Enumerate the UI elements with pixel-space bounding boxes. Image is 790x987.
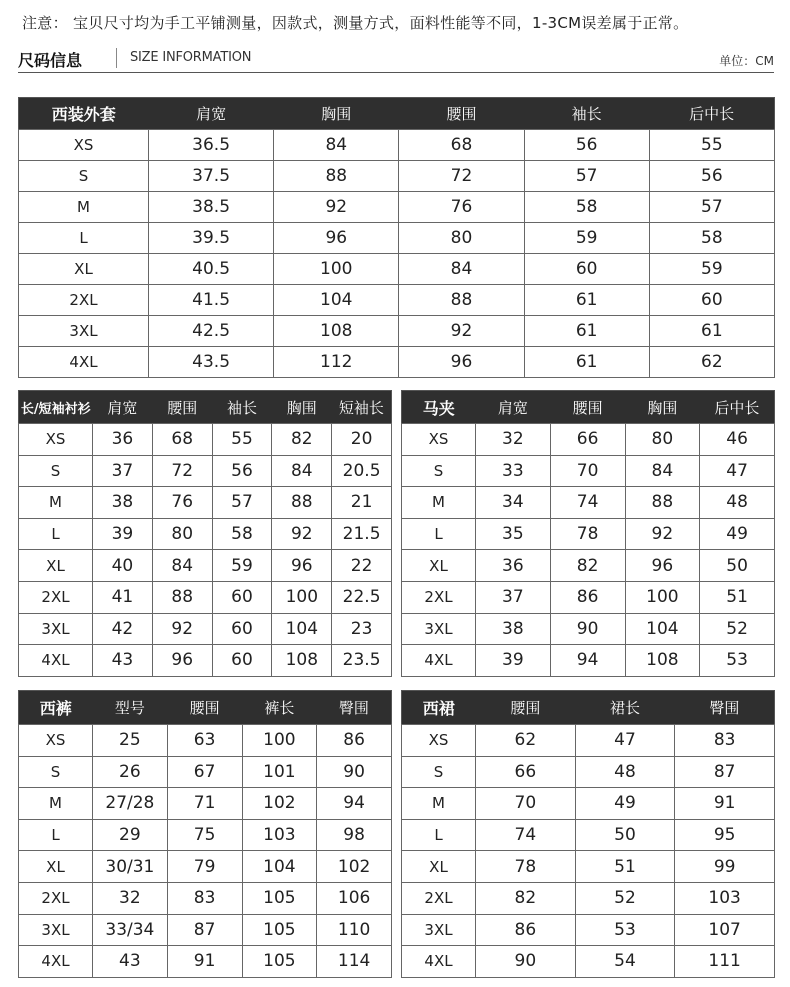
- table-header-row: [19, 691, 392, 725]
- table-row: [19, 223, 775, 254]
- size-cell: 2XL: [19, 581, 93, 613]
- measurement-cell: 41.5: [149, 285, 274, 316]
- size-cell: M: [19, 487, 93, 519]
- measurement-cell: 92: [399, 316, 524, 347]
- measurement-cell: 100: [625, 581, 700, 613]
- measurement-cell: 87: [675, 756, 775, 788]
- size-cell: L: [402, 819, 476, 851]
- column-header: 裙长: [575, 691, 675, 725]
- measurement-cell: 91: [167, 946, 242, 978]
- measurement-cell: 76: [152, 487, 212, 519]
- measurement-cell: 39.5: [149, 223, 274, 254]
- measurement-cell: 95: [675, 819, 775, 851]
- measurement-cell: 96: [272, 550, 332, 582]
- table-row: [19, 819, 392, 851]
- column-header: 袖长: [212, 391, 272, 424]
- measurement-cell: 80: [625, 424, 700, 456]
- measurement-cell: 38: [476, 613, 551, 645]
- column-header: 胸围: [274, 98, 399, 130]
- size-cell: XL: [19, 550, 93, 582]
- measurement-cell: 66: [550, 424, 625, 456]
- measurement-cell: 39: [476, 645, 551, 677]
- measurement-cell: 21.5: [332, 518, 392, 550]
- measurement-cell: 96: [152, 645, 212, 677]
- size-cell: XS: [19, 130, 149, 161]
- measurement-cell: 38: [93, 487, 153, 519]
- table-row: [402, 882, 775, 914]
- table-row: [402, 645, 775, 677]
- table-row: [19, 424, 392, 456]
- column-header: 肩宽: [93, 391, 153, 424]
- column-header: 后中长: [700, 391, 775, 424]
- measurement-cell: 60: [524, 254, 649, 285]
- vest-size-table: [401, 390, 775, 677]
- measurement-cell: 20.5: [332, 455, 392, 487]
- measurement-cell: 55: [649, 130, 774, 161]
- measurement-cell: 29: [93, 819, 168, 851]
- measurement-cell: 101: [242, 756, 317, 788]
- size-cell: XS: [19, 424, 93, 456]
- table-row: [402, 788, 775, 820]
- column-header: 腰围: [476, 691, 576, 725]
- measurement-cell: 22.5: [332, 581, 392, 613]
- size-cell: L: [19, 518, 93, 550]
- measurement-cell: 68: [399, 130, 524, 161]
- table-row: [402, 581, 775, 613]
- table-row: [402, 851, 775, 883]
- measurement-cell: 25: [93, 725, 168, 757]
- measurement-cell: 102: [317, 851, 392, 883]
- measurement-cell: 34: [476, 487, 551, 519]
- measurement-cell: 96: [274, 223, 399, 254]
- size-cell: 3XL: [19, 613, 93, 645]
- size-cell: M: [402, 487, 476, 519]
- size-cell: L: [19, 819, 93, 851]
- measurement-cell: 107: [675, 914, 775, 946]
- size-cell: M: [19, 192, 149, 223]
- measurement-cell: 96: [625, 550, 700, 582]
- measurement-cell: 43: [93, 645, 153, 677]
- size-cell: 2XL: [19, 882, 93, 914]
- column-header: 胸围: [625, 391, 700, 424]
- measurement-cell: 88: [625, 487, 700, 519]
- table-row: [19, 347, 775, 378]
- measurement-cell: 82: [550, 550, 625, 582]
- column-header: 肩宽: [149, 98, 274, 130]
- table-row: [19, 946, 392, 978]
- measurement-cell: 56: [212, 455, 272, 487]
- measurement-cell: 102: [242, 788, 317, 820]
- measurement-cell: 61: [524, 347, 649, 378]
- measurement-cell: 86: [317, 725, 392, 757]
- measurement-cell: 88: [272, 487, 332, 519]
- table-row: [19, 788, 392, 820]
- measurement-cell: 100: [274, 254, 399, 285]
- table-category-label: 长/短袖衬衫: [19, 391, 93, 424]
- measurement-cell: 96: [399, 347, 524, 378]
- measurement-cell: 83: [167, 882, 242, 914]
- column-header: 腰围: [550, 391, 625, 424]
- table-category-label: 西装外套: [19, 98, 149, 130]
- measurement-cell: 23: [332, 613, 392, 645]
- table-row: [19, 882, 392, 914]
- measurement-cell: 59: [524, 223, 649, 254]
- measurement-cell: 103: [242, 819, 317, 851]
- measurement-cell: 106: [317, 882, 392, 914]
- table-row: [19, 130, 775, 161]
- size-cell: XL: [402, 851, 476, 883]
- measurement-cell: 105: [242, 946, 317, 978]
- measurement-cell: 104: [625, 613, 700, 645]
- table-header-row: [402, 691, 775, 725]
- measurement-cell: 75: [167, 819, 242, 851]
- measurement-cell: 33: [476, 455, 551, 487]
- size-cell: 3XL: [19, 316, 149, 347]
- measurement-cell: 39: [93, 518, 153, 550]
- measurement-cell: 70: [476, 788, 576, 820]
- column-header: 腰围: [152, 391, 212, 424]
- table-row: [19, 161, 775, 192]
- size-cell: 3XL: [402, 613, 476, 645]
- measurement-cell: 23.5: [332, 645, 392, 677]
- measurement-cell: 79: [167, 851, 242, 883]
- measurement-cell: 38.5: [149, 192, 274, 223]
- measurement-cell: 110: [317, 914, 392, 946]
- blazer-size-table: [18, 97, 775, 378]
- unit-label: 单位：CM: [719, 54, 774, 68]
- measurement-cell: 47: [575, 725, 675, 757]
- measurement-cell: 50: [700, 550, 775, 582]
- size-cell: 3XL: [402, 914, 476, 946]
- size-cell: 2XL: [19, 285, 149, 316]
- measurement-cell: 40.5: [149, 254, 274, 285]
- size-cell: M: [402, 788, 476, 820]
- measurement-cell: 104: [272, 613, 332, 645]
- measurement-cell: 88: [399, 285, 524, 316]
- measurement-cell: 41: [93, 581, 153, 613]
- measurement-cell: 50: [575, 819, 675, 851]
- column-header: 臀围: [675, 691, 775, 725]
- measurement-cell: 78: [476, 851, 576, 883]
- measurement-cell: 22: [332, 550, 392, 582]
- size-cell: 2XL: [402, 882, 476, 914]
- column-header: 腰围: [167, 691, 242, 725]
- measurement-cell: 83: [675, 725, 775, 757]
- measurement-cell: 36: [93, 424, 153, 456]
- table-row: [19, 316, 775, 347]
- measurement-cell: 92: [625, 518, 700, 550]
- size-cell: S: [402, 756, 476, 788]
- size-cell: L: [402, 518, 476, 550]
- measurement-cell: 32: [476, 424, 551, 456]
- measurement-cell: 86: [476, 914, 576, 946]
- measurement-cell: 88: [274, 161, 399, 192]
- measurement-cell: 36.5: [149, 130, 274, 161]
- measurement-cell: 54: [575, 946, 675, 978]
- table-category-label: 西裙: [402, 691, 476, 725]
- size-cell: L: [19, 223, 149, 254]
- size-cell: S: [402, 455, 476, 487]
- measurement-cell: 84: [625, 455, 700, 487]
- trousers-size-table: [18, 690, 392, 978]
- measurement-cell: 60: [212, 645, 272, 677]
- measurement-cell: 57: [212, 487, 272, 519]
- table-row: [19, 581, 392, 613]
- measurement-cell: 94: [317, 788, 392, 820]
- column-header: 袖长: [524, 98, 649, 130]
- measurement-cell: 52: [700, 613, 775, 645]
- measurement-cell: 92: [274, 192, 399, 223]
- measurement-cell: 80: [152, 518, 212, 550]
- measurement-cell: 108: [625, 645, 700, 677]
- measurement-cell: 42.5: [149, 316, 274, 347]
- size-cell: XL: [19, 851, 93, 883]
- measurement-cell: 62: [476, 725, 576, 757]
- table-category-label: 西裤: [19, 691, 93, 725]
- section-title: 尺码信息: [18, 51, 83, 70]
- table-row: [19, 254, 775, 285]
- measurement-cell: 84: [272, 455, 332, 487]
- column-header: 胸围: [272, 391, 332, 424]
- measurement-cell: 94: [550, 645, 625, 677]
- table-row: [402, 756, 775, 788]
- measurement-cell: 49: [575, 788, 675, 820]
- header-divider: [116, 48, 117, 68]
- measurement-cell: 72: [152, 455, 212, 487]
- table-row: [402, 487, 775, 519]
- measurement-cell: 105: [242, 914, 317, 946]
- column-header: 裤长: [242, 691, 317, 725]
- measurement-cell: 76: [399, 192, 524, 223]
- measurement-cell: 57: [524, 161, 649, 192]
- measurement-cell: 104: [242, 851, 317, 883]
- measurement-cell: 84: [399, 254, 524, 285]
- measurement-cell: 59: [212, 550, 272, 582]
- measurement-cell: 62: [649, 347, 774, 378]
- size-cell: 4XL: [402, 645, 476, 677]
- table-header-row: [19, 98, 775, 130]
- measurement-cell: 37: [476, 581, 551, 613]
- skirt-size-table: [401, 690, 775, 978]
- measurement-cell: 92: [152, 613, 212, 645]
- measurement-cell: 58: [524, 192, 649, 223]
- measurement-cell: 60: [212, 581, 272, 613]
- size-cell: 4XL: [19, 946, 93, 978]
- measurement-cell: 68: [152, 424, 212, 456]
- size-cell: S: [19, 161, 149, 192]
- table-row: [19, 192, 775, 223]
- measurement-cell: 56: [524, 130, 649, 161]
- measurement-cell: 42: [93, 613, 153, 645]
- measurement-cell: 78: [550, 518, 625, 550]
- size-cell: XL: [402, 550, 476, 582]
- measurement-cell: 30/31: [93, 851, 168, 883]
- measurement-cell: 51: [575, 851, 675, 883]
- measurement-cell: 20: [332, 424, 392, 456]
- measurement-cell: 98: [317, 819, 392, 851]
- measurement-cell: 80: [399, 223, 524, 254]
- measurement-cell: 37.5: [149, 161, 274, 192]
- measurement-cell: 108: [274, 316, 399, 347]
- table-row: [19, 756, 392, 788]
- measurement-cell: 114: [317, 946, 392, 978]
- column-header: 肩宽: [476, 391, 551, 424]
- measurement-cell: 63: [167, 725, 242, 757]
- measurement-cell: 88: [152, 581, 212, 613]
- measurement-cell: 90: [317, 756, 392, 788]
- measurement-cell: 70: [550, 455, 625, 487]
- measurement-cell: 51: [700, 581, 775, 613]
- measurement-cell: 33/34: [93, 914, 168, 946]
- table-row: [19, 285, 775, 316]
- measurement-cell: 74: [550, 487, 625, 519]
- measurement-cell: 90: [550, 613, 625, 645]
- measurement-cell: 61: [524, 285, 649, 316]
- measurement-cell: 37: [93, 455, 153, 487]
- size-cell: 4XL: [19, 645, 93, 677]
- column-header: 后中长: [649, 98, 774, 130]
- table-row: [19, 914, 392, 946]
- table-row: [19, 851, 392, 883]
- measurement-cell: 56: [649, 161, 774, 192]
- measurement-cell: 48: [575, 756, 675, 788]
- table-row: [402, 518, 775, 550]
- measurement-cell: 104: [274, 285, 399, 316]
- table-row: [19, 455, 392, 487]
- table-row: [402, 455, 775, 487]
- measurement-cell: 108: [272, 645, 332, 677]
- measurement-cell: 72: [399, 161, 524, 192]
- table-row: [402, 550, 775, 582]
- measurement-cell: 60: [212, 613, 272, 645]
- measurement-note: 注意： 宝贝尺寸均为手工平铺测量，因款式，测量方式，面料性能等不同，1-3CM误差属于正常。: [22, 14, 689, 32]
- column-header: 型号: [93, 691, 168, 725]
- measurement-cell: 58: [212, 518, 272, 550]
- table-row: [19, 550, 392, 582]
- table-row: [402, 424, 775, 456]
- measurement-cell: 58: [649, 223, 774, 254]
- section-subtitle: SIZE INFORMATION: [130, 50, 252, 65]
- measurement-cell: 40: [93, 550, 153, 582]
- table-row: [19, 725, 392, 757]
- measurement-cell: 60: [649, 285, 774, 316]
- table-category-label: 马夹: [402, 391, 476, 424]
- size-cell: 3XL: [19, 914, 93, 946]
- size-cell: XS: [19, 725, 93, 757]
- measurement-cell: 48: [700, 487, 775, 519]
- measurement-cell: 53: [700, 645, 775, 677]
- measurement-cell: 61: [524, 316, 649, 347]
- table-row: [19, 613, 392, 645]
- measurement-cell: 47: [700, 455, 775, 487]
- size-cell: M: [19, 788, 93, 820]
- size-info-header: [18, 44, 774, 73]
- measurement-cell: 57: [649, 192, 774, 223]
- table-row: [402, 613, 775, 645]
- measurement-cell: 43.5: [149, 347, 274, 378]
- measurement-cell: 99: [675, 851, 775, 883]
- measurement-cell: 90: [476, 946, 576, 978]
- measurement-cell: 46: [700, 424, 775, 456]
- measurement-cell: 26: [93, 756, 168, 788]
- measurement-cell: 84: [274, 130, 399, 161]
- measurement-cell: 100: [272, 581, 332, 613]
- table-row: [19, 518, 392, 550]
- measurement-cell: 74: [476, 819, 576, 851]
- size-cell: 4XL: [19, 347, 149, 378]
- measurement-cell: 61: [649, 316, 774, 347]
- measurement-cell: 21: [332, 487, 392, 519]
- measurement-cell: 55: [212, 424, 272, 456]
- measurement-cell: 82: [476, 882, 576, 914]
- measurement-cell: 35: [476, 518, 551, 550]
- shirt-size-table: [18, 390, 392, 677]
- size-cell: S: [19, 756, 93, 788]
- measurement-cell: 86: [550, 581, 625, 613]
- size-cell: 2XL: [402, 581, 476, 613]
- measurement-cell: 112: [274, 347, 399, 378]
- measurement-cell: 67: [167, 756, 242, 788]
- measurement-cell: 27/28: [93, 788, 168, 820]
- measurement-cell: 84: [152, 550, 212, 582]
- table-row: [402, 725, 775, 757]
- column-header: 短袖长: [332, 391, 392, 424]
- table-row: [402, 946, 775, 978]
- measurement-cell: 43: [93, 946, 168, 978]
- size-cell: S: [19, 455, 93, 487]
- measurement-cell: 52: [575, 882, 675, 914]
- column-header: 臀围: [317, 691, 392, 725]
- measurement-cell: 100: [242, 725, 317, 757]
- size-cell: XL: [19, 254, 149, 285]
- table-header-row: [402, 391, 775, 424]
- measurement-cell: 103: [675, 882, 775, 914]
- table-header-row: [19, 391, 392, 424]
- measurement-cell: 71: [167, 788, 242, 820]
- measurement-cell: 66: [476, 756, 576, 788]
- size-cell: XS: [402, 725, 476, 757]
- measurement-cell: 53: [575, 914, 675, 946]
- table-row: [19, 487, 392, 519]
- column-header: 腰围: [399, 98, 524, 130]
- measurement-cell: 32: [93, 882, 168, 914]
- table-row: [402, 819, 775, 851]
- measurement-cell: 105: [242, 882, 317, 914]
- measurement-cell: 49: [700, 518, 775, 550]
- size-cell: XS: [402, 424, 476, 456]
- measurement-cell: 92: [272, 518, 332, 550]
- table-row: [402, 914, 775, 946]
- measurement-cell: 59: [649, 254, 774, 285]
- measurement-cell: 111: [675, 946, 775, 978]
- measurement-cell: 36: [476, 550, 551, 582]
- measurement-cell: 82: [272, 424, 332, 456]
- measurement-cell: 91: [675, 788, 775, 820]
- table-row: [19, 645, 392, 677]
- size-cell: 4XL: [402, 946, 476, 978]
- measurement-cell: 87: [167, 914, 242, 946]
